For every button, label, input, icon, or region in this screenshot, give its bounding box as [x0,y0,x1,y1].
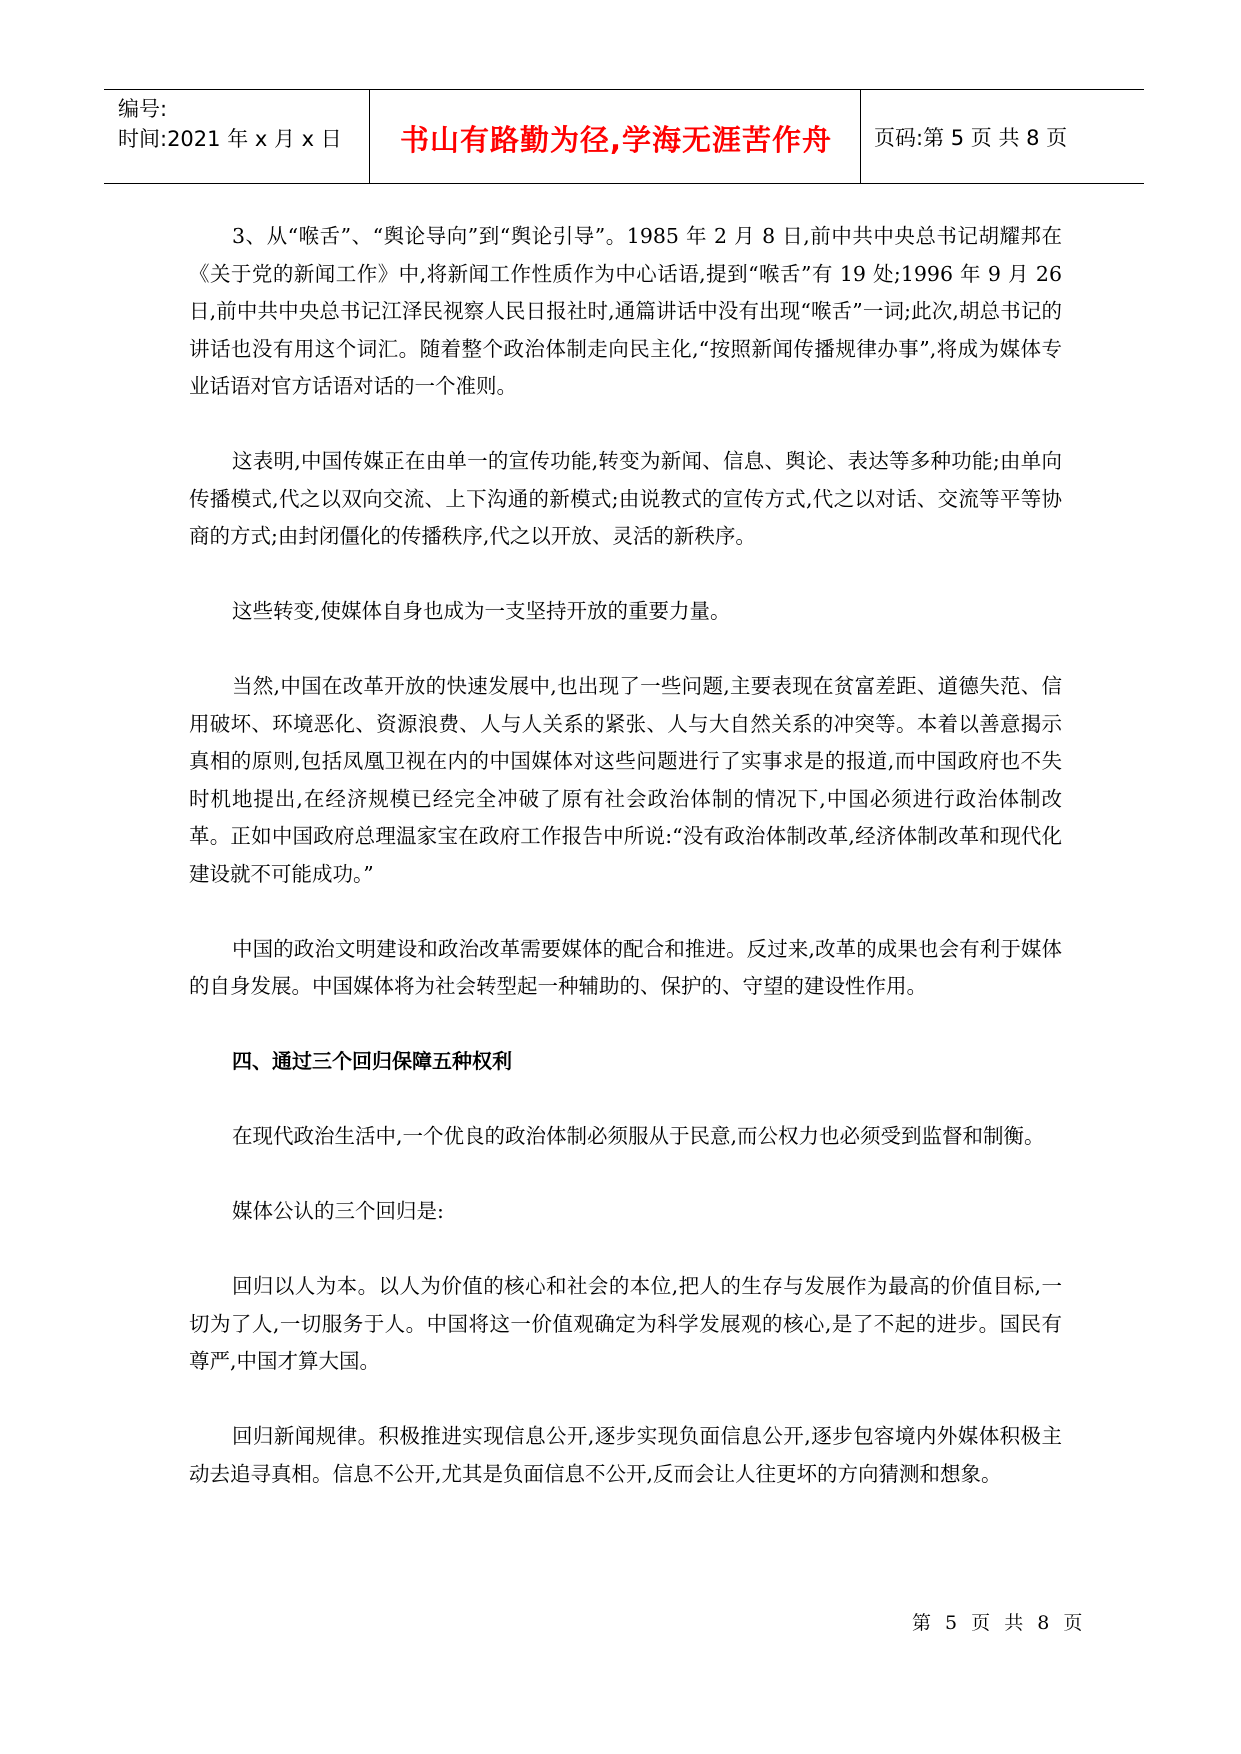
page-footer: 第 5 页 共 8 页 [912,1612,1087,1634]
paragraph: 回归以人为本。以人为价值的核心和社会的本位,把人的生存与发展作为最高的价值目标,一切为了人,一切服务于人。中国将这一价值观确定为科学发展观的核心,是了不起的进步。国民有尊严,中国才算大国。 [189,1274,1062,1373]
header-number-label: 编号: [118,97,168,121]
section-heading: 四、通过三个回归保障五种权利 [232,1049,512,1073]
header-meta [118,94,342,154]
paragraph: 这表明,中国传媒正在由单一的宣传功能,转变为新闻、信息、舆论、表达等多种功能;由单向传播模式,代之以双向交流、上下沟通的新模式;由说教式的宣传方式,代之以对话、交流等平等协商的方式;由封闭僵化的传播秩序,代之以开放、灵活的新秩序。 [189,449,1062,548]
paragraph: 当然,中国在改革开放的快速发展中,也出现了一些问题,主要表现在贫富差距、道德失范、信用破坏、环境恶化、资源浪费、人与人关系的紧张、人与大自然关系的冲突等。本着以善意揭示真相的原则,包括凤凰卫视在内的中国媒体对这些问题进行了实事求是的报道,而中国政府也不失时机地提出,在经济规模已经完全冲破了原有社会政治体制的情况下,中国必须进行政治体制改革。正如中国政府总理温家宝在政府工作报告中所说:“没有政治体制改革,经济体制改革和现代化建设就不可能成功。” [189,674,1062,886]
paragraph: 媒体公认的三个回归是: [232,1199,444,1223]
document-body [189,218,1062,1531]
paragraph: 这些转变,使媒体自身也成为一支坚持开放的重要力量。 [232,599,731,623]
paragraph: 回归新闻规律。积极推进实现信息公开,逐步实现负面信息公开,逐步包容境内外媒体积极主动去追寻真相。信息不公开,尤其是负面信息不公开,反而会让人往更坏的方向猜测和想象。 [189,1424,1062,1486]
header-time-label: 时间:2021 年 x 月 x 日 [118,127,342,151]
header-page-code: 页码:第 5 页 共 8 页 [874,126,1068,150]
paragraph: 在现代政治生活中,一个优良的政治体制必须服从于民意,而公权力也必须受到监督和制衡。 [232,1124,1045,1148]
paragraph: 中国的政治文明建设和政治改革需要媒体的配合和推进。反过来,改革的成果也会有利于媒体的自身发展。中国媒体将为社会转型起一种辅助的、保护的、守望的建设性作用。 [189,936,1062,998]
page-header [104,89,1144,184]
paragraph: 3、从“喉舌”、“舆论导向”到“舆论引导”。1985 年 2 月 8 日,前中共中央总书记胡耀邦在《关于党的新闻工作》中,将新闻工作性质作为中心话语,提到“喉舌”有 19 处;1996 年 9 月 26 日,前中共中央总书记江泽民视察人民日报社时,通篇讲话中没有出现“喉舌”一词;此次,胡总书记的讲话也没有用这个词汇。随着整个政治体制走向民主化,“按照新闻传播规律办事”,将成为媒体专业话语对官方话语对话的一个准则。 [189,224,1062,398]
header-divider-left [369,90,370,183]
header-motto: 书山有路勤为径,学海无涯苦作舟 [399,123,833,157]
header-divider-right [860,90,861,183]
